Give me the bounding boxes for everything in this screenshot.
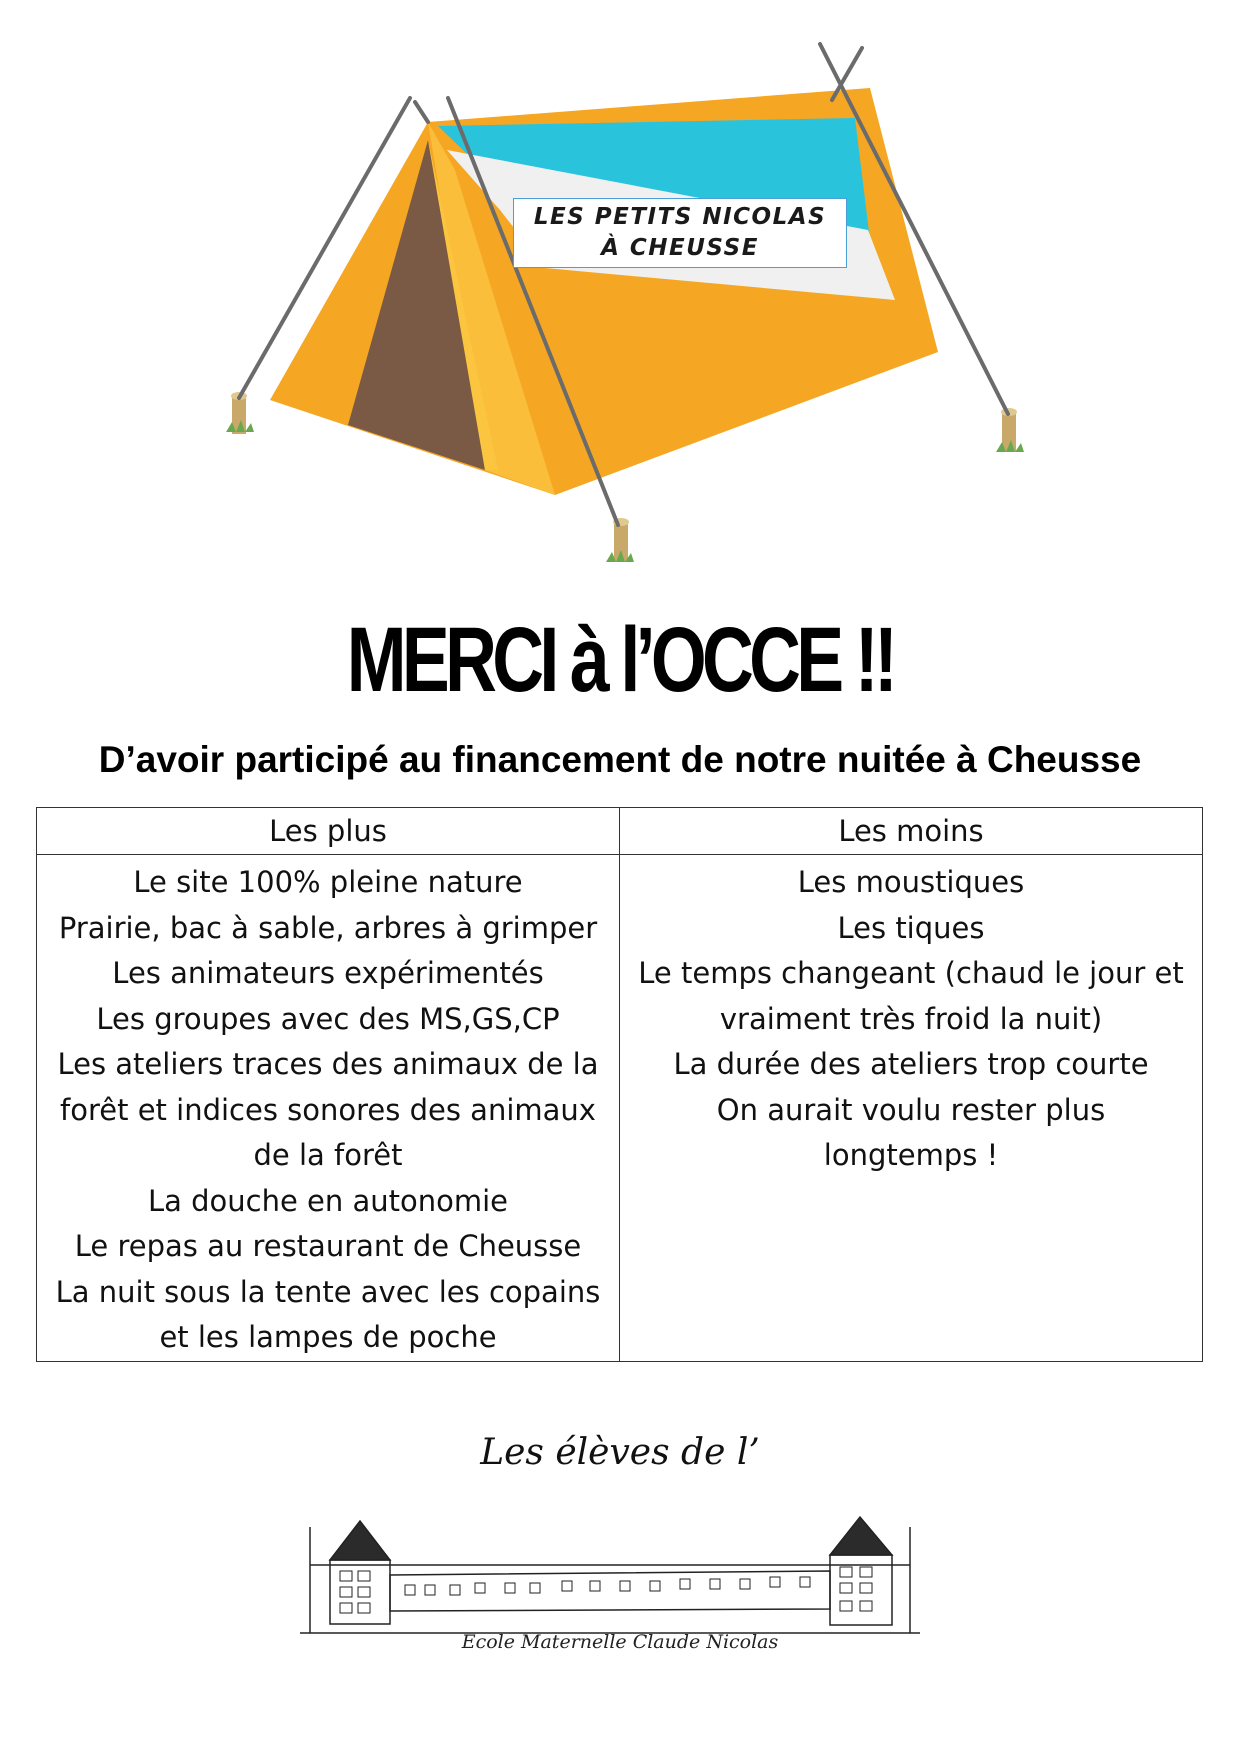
plus-item: et les lampes de poche <box>159 1320 497 1354</box>
plus-item: de la forêt <box>253 1138 403 1172</box>
plus-item: forêt et indices sonores des animaux <box>60 1092 596 1127</box>
moins-item: Les tiques <box>837 910 985 945</box>
page-title: MERCI à l’OCCE !! <box>346 609 894 711</box>
col-header-moins: Les moins <box>620 808 1203 855</box>
page-subtitle: D’avoir participé au financement de notre nuitée à Cheusse <box>98 739 1142 780</box>
plus-item: La douche en autonomie <box>147 1183 509 1218</box>
plus-item: Le site 100% pleine nature <box>133 865 523 899</box>
tent-peg-front <box>606 518 634 562</box>
pros-cons-table <box>36 807 1203 1362</box>
moins-item: vraiment très froid la nuit) <box>719 1001 1103 1036</box>
plus-cell <box>37 855 620 1362</box>
plus-item: Les animateurs expérimentés <box>112 956 544 990</box>
tent-peg-right <box>996 408 1024 452</box>
moins-item: La durée des ateliers trop courte <box>673 1047 1149 1081</box>
col-header-plus: Les plus <box>37 808 620 855</box>
school-name: Ecole Maternelle Claude Nicolas <box>461 1631 779 1653</box>
tent-illustration <box>0 0 1240 600</box>
plus-item: Les groupes avec des MS,GS,CP <box>96 1001 560 1036</box>
tent-sign-line-2: À CHEUSSE <box>601 235 759 261</box>
school-logo <box>300 1515 940 1655</box>
moins-item: Le temps changeant (chaud le jour et <box>638 956 1184 990</box>
moins-cell <box>620 855 1203 1362</box>
plus-item: La nuit sous la tente avec les copains <box>55 1274 601 1309</box>
moins-item: longtemps ! <box>823 1138 999 1172</box>
signature-text: Les élèves de l’ <box>480 1432 760 1473</box>
moins-item: On aurait voulu rester plus <box>716 1092 1106 1127</box>
tent-sign <box>513 198 847 268</box>
tent-sign-line-1: LES PETITS NICOLAS <box>533 204 827 230</box>
plus-item: Prairie, bac à sable, arbres à grimper <box>58 910 598 945</box>
plus-item: Le repas au restaurant de Cheusse <box>74 1229 582 1263</box>
moins-item: Les moustiques <box>797 865 1025 899</box>
plus-item: Les ateliers traces des animaux de la <box>57 1047 599 1081</box>
